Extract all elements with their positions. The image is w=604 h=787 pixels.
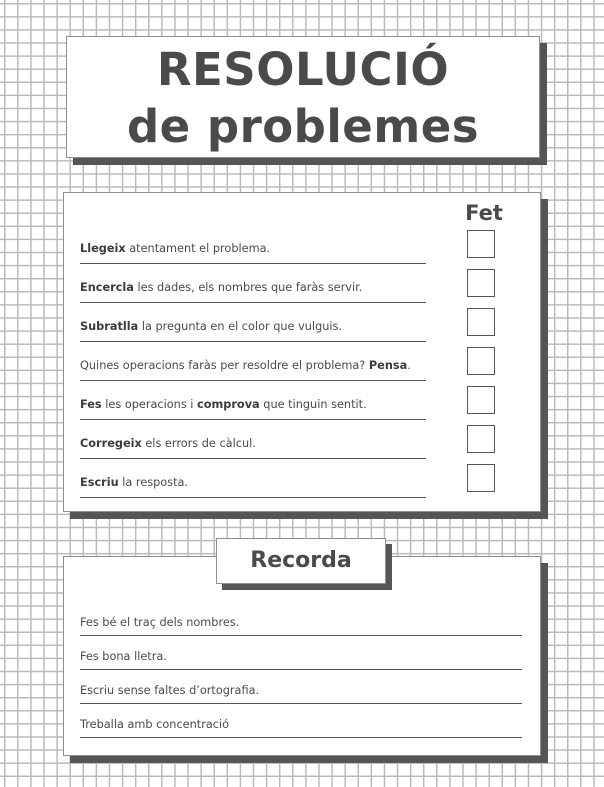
- done-checkbox[interactable]: [467, 308, 495, 336]
- task-row-operate: [80, 389, 426, 420]
- task-row-underline: [80, 311, 426, 342]
- task-text: [80, 476, 188, 489]
- remember-item: [80, 639, 522, 670]
- task-prefix: Quines operacions faràs per resoldre el problema?: [80, 359, 369, 372]
- remember-card: [63, 556, 541, 756]
- task-row-think: [80, 350, 426, 381]
- done-checkbox[interactable]: [467, 230, 495, 258]
- task-rest: la pregunta en el color que vulguis.: [138, 320, 343, 333]
- done-checkbox[interactable]: [467, 464, 495, 492]
- remember-text: Escriu sense faltes d’ortografia.: [80, 684, 260, 697]
- task-keyword: Corregeix: [80, 437, 142, 450]
- task-keyword: Subratlla: [80, 320, 139, 333]
- task-row-read: [80, 233, 426, 264]
- remember-text: Fes bé el traç dels nombres.: [80, 616, 240, 629]
- page-title-line-2: de problemes: [126, 100, 480, 153]
- task-rest: .: [407, 359, 411, 372]
- task-text: [80, 320, 342, 333]
- task-row-answer: [80, 467, 426, 498]
- task-keyword: Llegeix: [80, 242, 126, 255]
- task-row-circle: [80, 272, 426, 303]
- task-text: [80, 281, 362, 294]
- task-middle: les operacions i: [101, 398, 198, 411]
- task-rest: atentament el problema.: [125, 242, 271, 255]
- done-checkbox[interactable]: [467, 347, 495, 375]
- done-checkbox[interactable]: [467, 269, 495, 297]
- remember-text: Treballa amb concentració: [80, 718, 230, 731]
- task-keyword: Pensa: [368, 359, 408, 372]
- task-keyword: Fes: [80, 398, 102, 411]
- task-keyword: Escriu: [80, 476, 119, 489]
- remember-item: [80, 707, 522, 738]
- task-rest: les dades, els nombres que faràs servir.: [133, 281, 363, 294]
- remember-item: [80, 605, 522, 636]
- done-checkbox[interactable]: [467, 386, 495, 414]
- task-keyword: comprova: [197, 398, 260, 411]
- task-rest: que tinguin sentit.: [259, 398, 367, 411]
- task-text: [80, 242, 270, 255]
- remember-heading: Recorda: [216, 538, 386, 584]
- remember-text: Fes bona lletra.: [80, 650, 167, 663]
- task-text: [80, 437, 256, 450]
- task-text: [80, 359, 411, 372]
- task-row-correct: [80, 428, 426, 459]
- done-column-header: Fet: [465, 201, 503, 225]
- page-title-line-1: RESOLUCIÓ: [156, 43, 450, 96]
- remember-item: [80, 673, 522, 704]
- task-rest: els errors de càlcul.: [141, 437, 256, 450]
- task-rest: la resposta.: [118, 476, 189, 489]
- task-text: [80, 398, 367, 411]
- checklist-card: [63, 192, 541, 512]
- done-checkbox[interactable]: [467, 425, 495, 453]
- task-keyword: Encercla: [80, 281, 134, 294]
- title-card: [66, 36, 540, 158]
